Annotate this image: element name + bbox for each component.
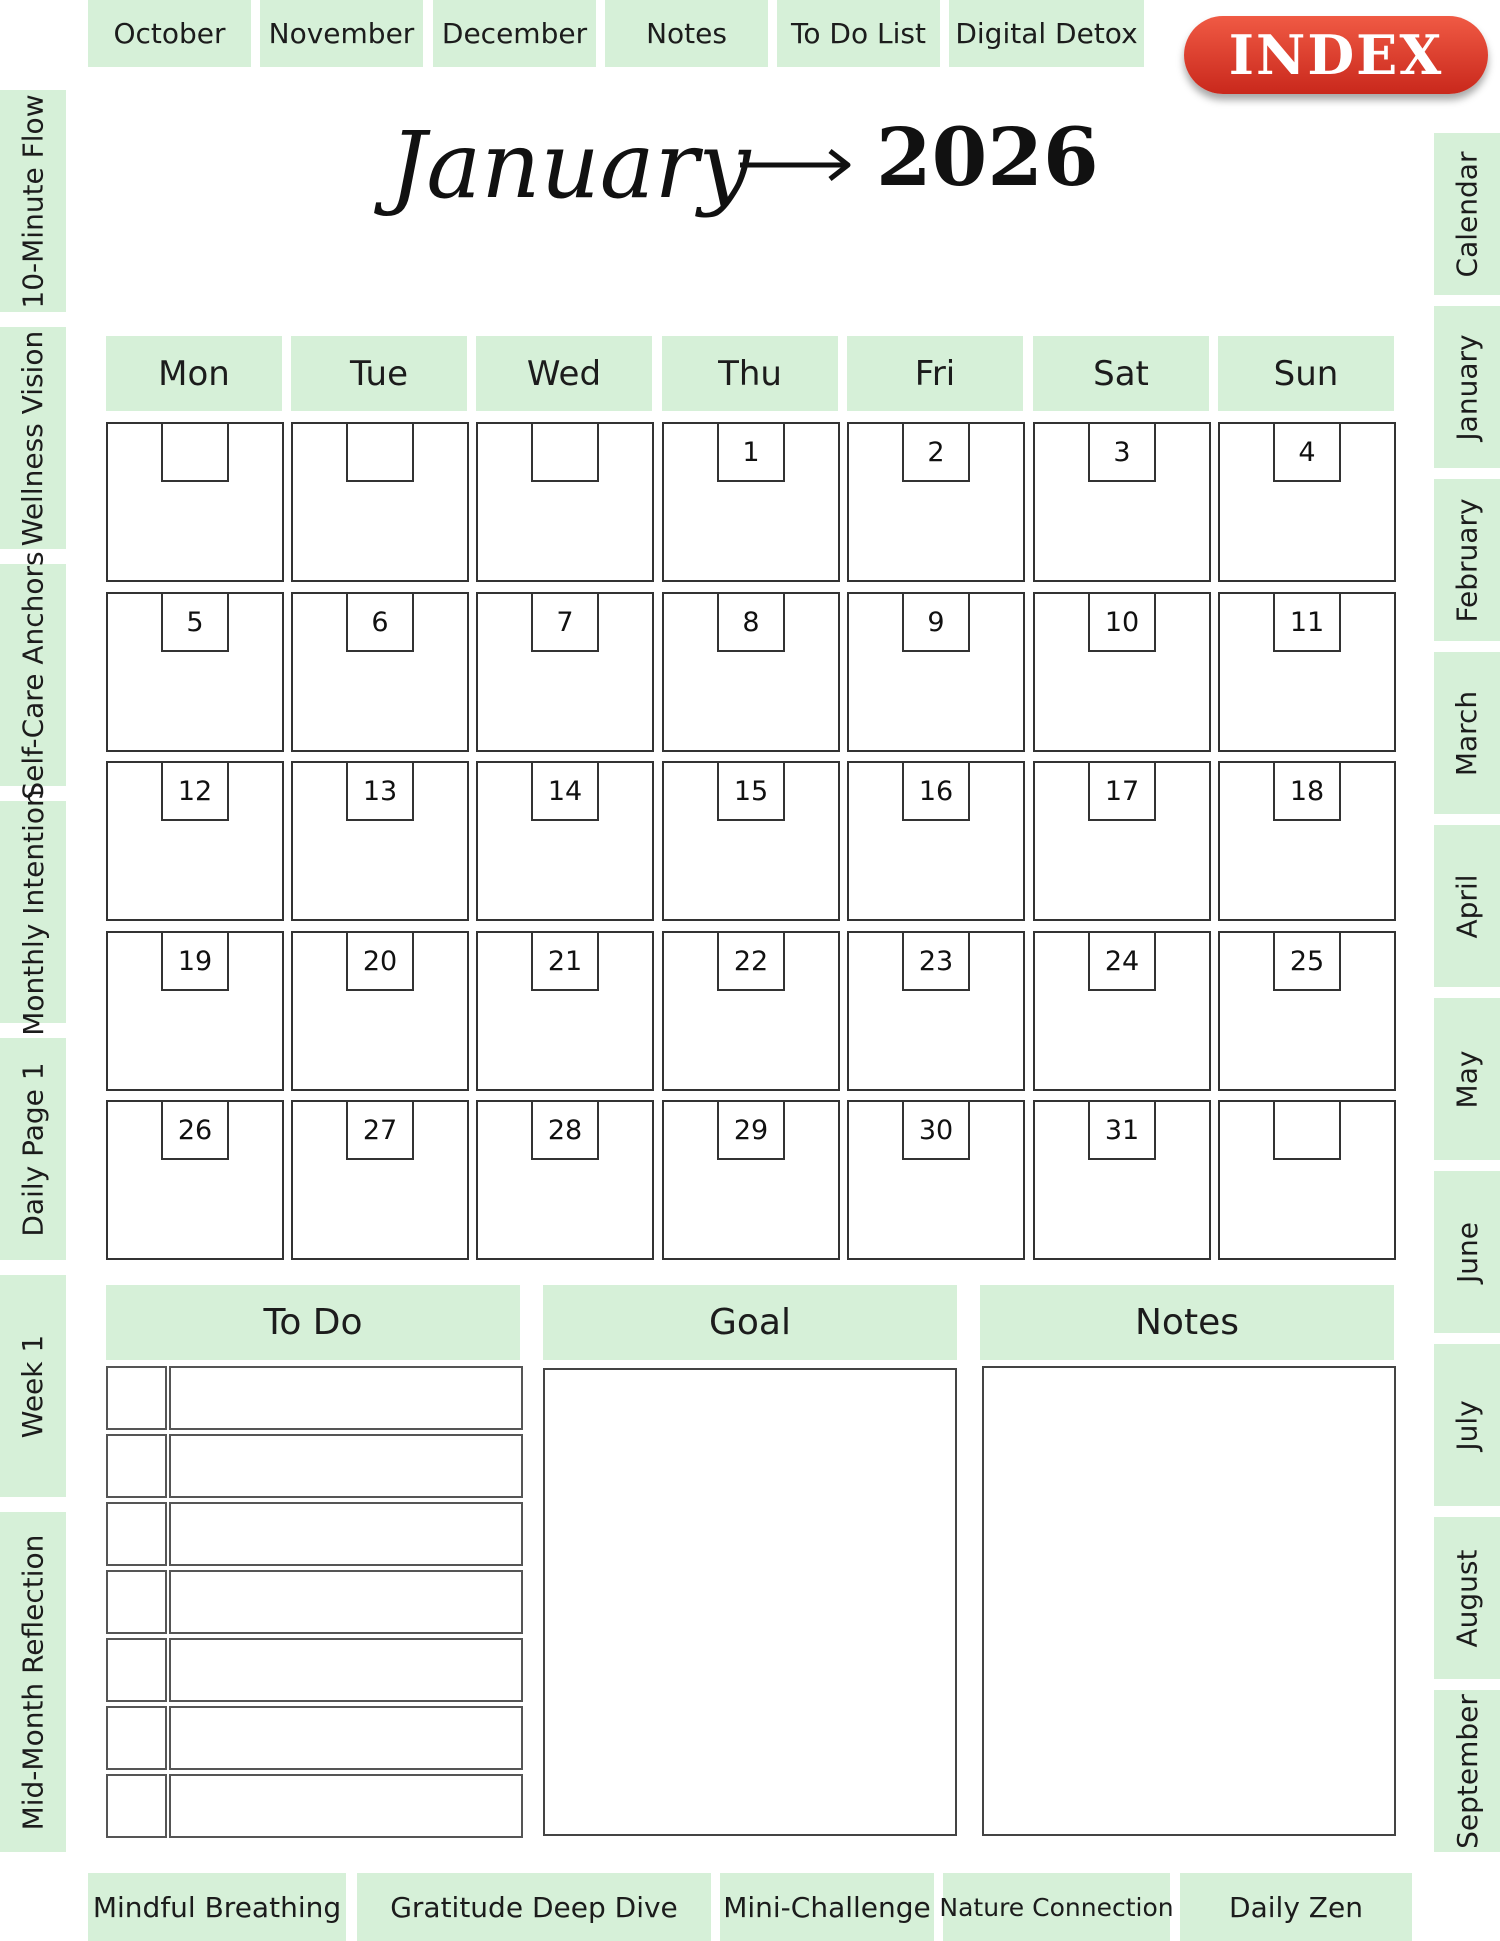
tab-digital-detox[interactable]: Digital Detox	[949, 0, 1144, 67]
tab-label: Daily Page 1	[16, 1061, 50, 1237]
todo-checkbox[interactable]	[106, 1366, 167, 1430]
day-number: 4	[1273, 422, 1341, 482]
calendar-day-cell[interactable]	[1218, 422, 1396, 582]
weekday-header-sat: Sat	[1033, 336, 1209, 411]
calendar-day-cell[interactable]	[662, 422, 840, 582]
day-number: 5	[161, 592, 229, 652]
weekday-header-fri: Fri	[847, 336, 1023, 411]
calendar-day-cell[interactable]	[291, 931, 469, 1091]
day-number: 26	[161, 1100, 229, 1160]
day-number: 28	[531, 1100, 599, 1160]
todo-checkbox[interactable]	[106, 1570, 167, 1634]
tab-label: Self-Care Anchors	[16, 550, 50, 800]
calendar-day-cell[interactable]	[476, 422, 654, 582]
tab-monthly-intention[interactable]	[0, 788, 66, 1036]
tab-march[interactable]	[1434, 652, 1500, 814]
weekday-header-sun: Sun	[1218, 336, 1394, 411]
calendar-day-cell[interactable]	[1033, 761, 1211, 921]
day-number: 21	[531, 931, 599, 991]
calendar-day-cell[interactable]	[662, 592, 840, 752]
todo-checkbox[interactable]	[106, 1434, 167, 1498]
day-number: 14	[531, 761, 599, 821]
day-number	[531, 422, 599, 482]
day-number: 12	[161, 761, 229, 821]
tab-calendar[interactable]	[1434, 133, 1500, 295]
calendar-day-cell[interactable]	[847, 422, 1025, 582]
calendar-day-cell[interactable]	[476, 761, 654, 921]
tab-label: March	[1450, 690, 1484, 776]
calendar-day-cell[interactable]	[1033, 422, 1211, 582]
calendar-day-cell[interactable]	[291, 592, 469, 752]
day-number	[1273, 1100, 1341, 1160]
day-number: 27	[346, 1100, 414, 1160]
tab-gratitude-deep-dive[interactable]: Gratitude Deep Dive	[357, 1873, 711, 1941]
tab-label: July	[1450, 1399, 1484, 1451]
todo-checkbox[interactable]	[106, 1706, 167, 1770]
tab-december[interactable]: December	[433, 0, 596, 67]
tab-label: Mid-Month Reflection	[16, 1534, 50, 1830]
day-number: 18	[1273, 761, 1341, 821]
tab-label: September	[1450, 1693, 1484, 1849]
day-number	[161, 422, 229, 482]
weekday-header-thu: Thu	[662, 336, 838, 411]
day-number: 11	[1273, 592, 1341, 652]
tab-week-1[interactable]	[0, 1275, 66, 1497]
tab-self-care-anchors[interactable]	[0, 550, 66, 800]
weekday-header-tue: Tue	[291, 336, 467, 411]
tab-september[interactable]	[1434, 1690, 1500, 1852]
day-number: 15	[717, 761, 785, 821]
day-number: 23	[902, 931, 970, 991]
todo-checkbox[interactable]	[106, 1502, 167, 1566]
calendar-day-cell[interactable]	[291, 422, 469, 582]
weekday-header-wed: Wed	[476, 336, 652, 411]
todo-item-field[interactable]	[169, 1774, 523, 1838]
tab-november[interactable]: November	[260, 0, 423, 67]
tab-label: 10-Minute Flow	[16, 93, 50, 309]
calendar-day-cell[interactable]	[662, 761, 840, 921]
todo-item-field[interactable]	[169, 1502, 523, 1566]
day-number: 31	[1088, 1100, 1156, 1160]
tab-daily-page-1[interactable]	[0, 1038, 66, 1260]
calendar-day-cell[interactable]	[1033, 592, 1211, 752]
calendar-day-cell[interactable]	[847, 761, 1025, 921]
tab-july[interactable]	[1434, 1344, 1500, 1506]
tab-notes[interactable]: Notes	[605, 0, 768, 67]
calendar-day-cell[interactable]	[106, 592, 284, 752]
calendar-day-cell[interactable]	[1218, 931, 1396, 1091]
calendar-day-cell[interactable]	[847, 931, 1025, 1091]
day-number	[346, 422, 414, 482]
calendar-day-cell[interactable]	[1218, 592, 1396, 752]
calendar-day-cell[interactable]	[662, 931, 840, 1091]
tab-label: Calendar	[1450, 151, 1484, 277]
tab-label: August	[1450, 1549, 1484, 1647]
tab-label: Week 1	[16, 1334, 50, 1438]
tab-october[interactable]: October	[88, 0, 251, 67]
arrow-right-icon	[738, 145, 853, 185]
tab-label: Wellness Vision	[16, 330, 50, 546]
notes-box[interactable]	[982, 1366, 1396, 1836]
todo-item-field[interactable]	[169, 1638, 523, 1702]
day-number: 30	[902, 1100, 970, 1160]
tab-wellness-vision[interactable]	[0, 327, 66, 549]
calendar-day-cell[interactable]	[291, 1100, 469, 1260]
calendar-day-cell[interactable]	[1218, 761, 1396, 921]
calendar-day-cell[interactable]	[1218, 1100, 1396, 1260]
todo-item-field[interactable]	[169, 1570, 523, 1634]
title-month: January	[389, 111, 751, 219]
tab-april[interactable]	[1434, 825, 1500, 987]
calendar-day-cell[interactable]	[847, 1100, 1025, 1260]
tab-daily-zen[interactable]: Daily Zen	[1180, 1873, 1412, 1941]
tab-june[interactable]	[1434, 1171, 1500, 1333]
tab-february[interactable]	[1434, 479, 1500, 641]
calendar-day-cell[interactable]	[662, 1100, 840, 1260]
tab-mid-month-reflection[interactable]	[0, 1512, 66, 1852]
tab-label: Monthly Intention	[16, 788, 50, 1036]
calendar-day-cell[interactable]	[291, 761, 469, 921]
day-number: 17	[1088, 761, 1156, 821]
day-number: 7	[531, 592, 599, 652]
todo-item-field[interactable]	[169, 1434, 523, 1498]
day-number: 3	[1088, 422, 1156, 482]
tab-nature-connection[interactable]: Nature Connection	[943, 1873, 1170, 1941]
day-number: 16	[902, 761, 970, 821]
day-number: 10	[1088, 592, 1156, 652]
calendar-day-cell[interactable]	[847, 592, 1025, 752]
todo-item-field[interactable]	[169, 1366, 523, 1430]
todo-header: To Do	[106, 1285, 520, 1360]
calendar-day-cell[interactable]	[476, 1100, 654, 1260]
day-number: 1	[717, 422, 785, 482]
tab-may[interactable]	[1434, 998, 1500, 1160]
calendar-day-cell[interactable]	[1033, 931, 1211, 1091]
tab-label: April	[1450, 874, 1484, 938]
title-year: 2026	[876, 110, 1099, 204]
day-number: 6	[346, 592, 414, 652]
calendar-day-cell[interactable]	[106, 761, 284, 921]
day-number: 22	[717, 931, 785, 991]
day-number: 25	[1273, 931, 1341, 991]
tab-label: June	[1450, 1221, 1484, 1283]
day-number: 2	[902, 422, 970, 482]
notes-header: Notes	[980, 1285, 1394, 1360]
calendar-day-cell[interactable]	[106, 1100, 284, 1260]
calendar-day-cell[interactable]	[476, 931, 654, 1091]
day-number: 19	[161, 931, 229, 991]
day-number: 20	[346, 931, 414, 991]
todo-checkbox[interactable]	[106, 1638, 167, 1702]
tab-january[interactable]	[1434, 306, 1500, 468]
day-number: 9	[902, 592, 970, 652]
day-number: 13	[346, 761, 414, 821]
todo-checkbox[interactable]	[106, 1774, 167, 1838]
weekday-header-mon: Mon	[106, 336, 282, 411]
calendar-day-cell[interactable]	[106, 422, 284, 582]
day-number: 29	[717, 1100, 785, 1160]
tab-label: February	[1450, 497, 1484, 623]
tab-mindful-breathing[interactable]: Mindful Breathing	[88, 1873, 346, 1941]
tab-mini-challenge[interactable]: Mini-Challenge	[720, 1873, 934, 1941]
calendar-day-cell[interactable]	[1033, 1100, 1211, 1260]
calendar-day-cell[interactable]	[476, 592, 654, 752]
goal-box[interactable]	[543, 1368, 957, 1836]
tab-label: May	[1450, 1050, 1484, 1108]
tab-label: January	[1450, 333, 1484, 441]
tab-10-minute-flow[interactable]	[0, 90, 66, 312]
tab-to-do-list[interactable]: To Do List	[777, 0, 940, 67]
calendar-day-cell[interactable]	[106, 931, 284, 1091]
tab-august[interactable]	[1434, 1517, 1500, 1679]
index-button[interactable]: INDEX	[1184, 16, 1488, 94]
day-number: 24	[1088, 931, 1156, 991]
goal-header: Goal	[543, 1285, 957, 1360]
day-number: 8	[717, 592, 785, 652]
todo-item-field[interactable]	[169, 1706, 523, 1770]
